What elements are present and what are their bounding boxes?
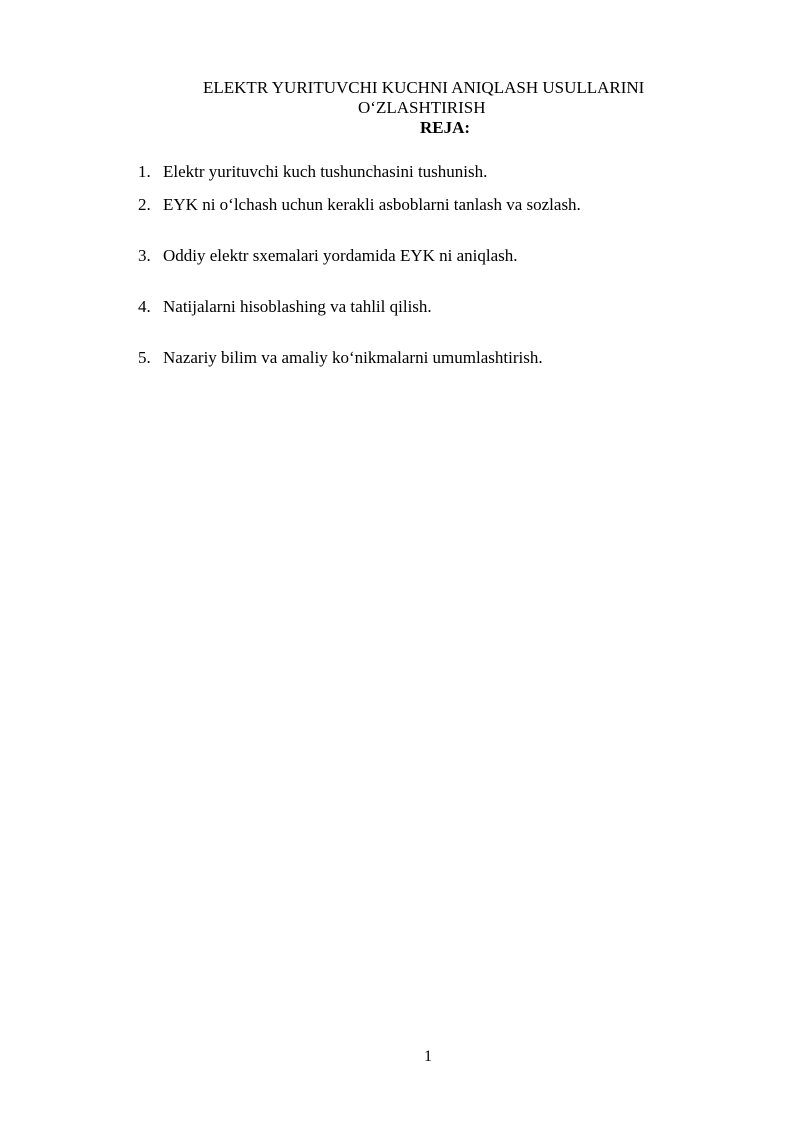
plan-item-text: EYK ni o‘lchash uchun kerakli asboblarni tanlash va sozlash. (163, 195, 581, 214)
plan-list-item (138, 246, 518, 266)
plan-list-item (138, 297, 432, 317)
plan-item-text: Elektr yurituvchi kuch tushunchasini tushunish. (163, 162, 488, 181)
plan-heading: REJA: (420, 118, 471, 137)
plan-list-item (138, 162, 487, 182)
plan-item-number: 3. (138, 246, 151, 265)
plan-item-number: 5. (138, 348, 151, 367)
plan-item-text: Nazariy bilim va amaliy ko‘nikmalarni umumlashtirish. (163, 348, 543, 367)
plan-item-number: 2. (138, 195, 151, 214)
plan-list-item (138, 348, 543, 368)
plan-item-text: Natijalarni hisoblashing va tahlil qilish. (163, 297, 432, 316)
plan-item-number: 1. (138, 162, 151, 181)
page-number: 1 (424, 1048, 432, 1065)
plan-item-text: Oddiy elektr sxemalari yordamida EYK ni aniqlash. (163, 246, 518, 265)
plan-item-number: 4. (138, 297, 151, 316)
document-title-line-2: O‘ZLASHTIRISH (358, 98, 486, 117)
document-title-line-1: ELEKTR YURITUVCHI KUCHNI ANIQLASH USULLARINI (203, 78, 645, 97)
plan-list-item (138, 195, 581, 215)
